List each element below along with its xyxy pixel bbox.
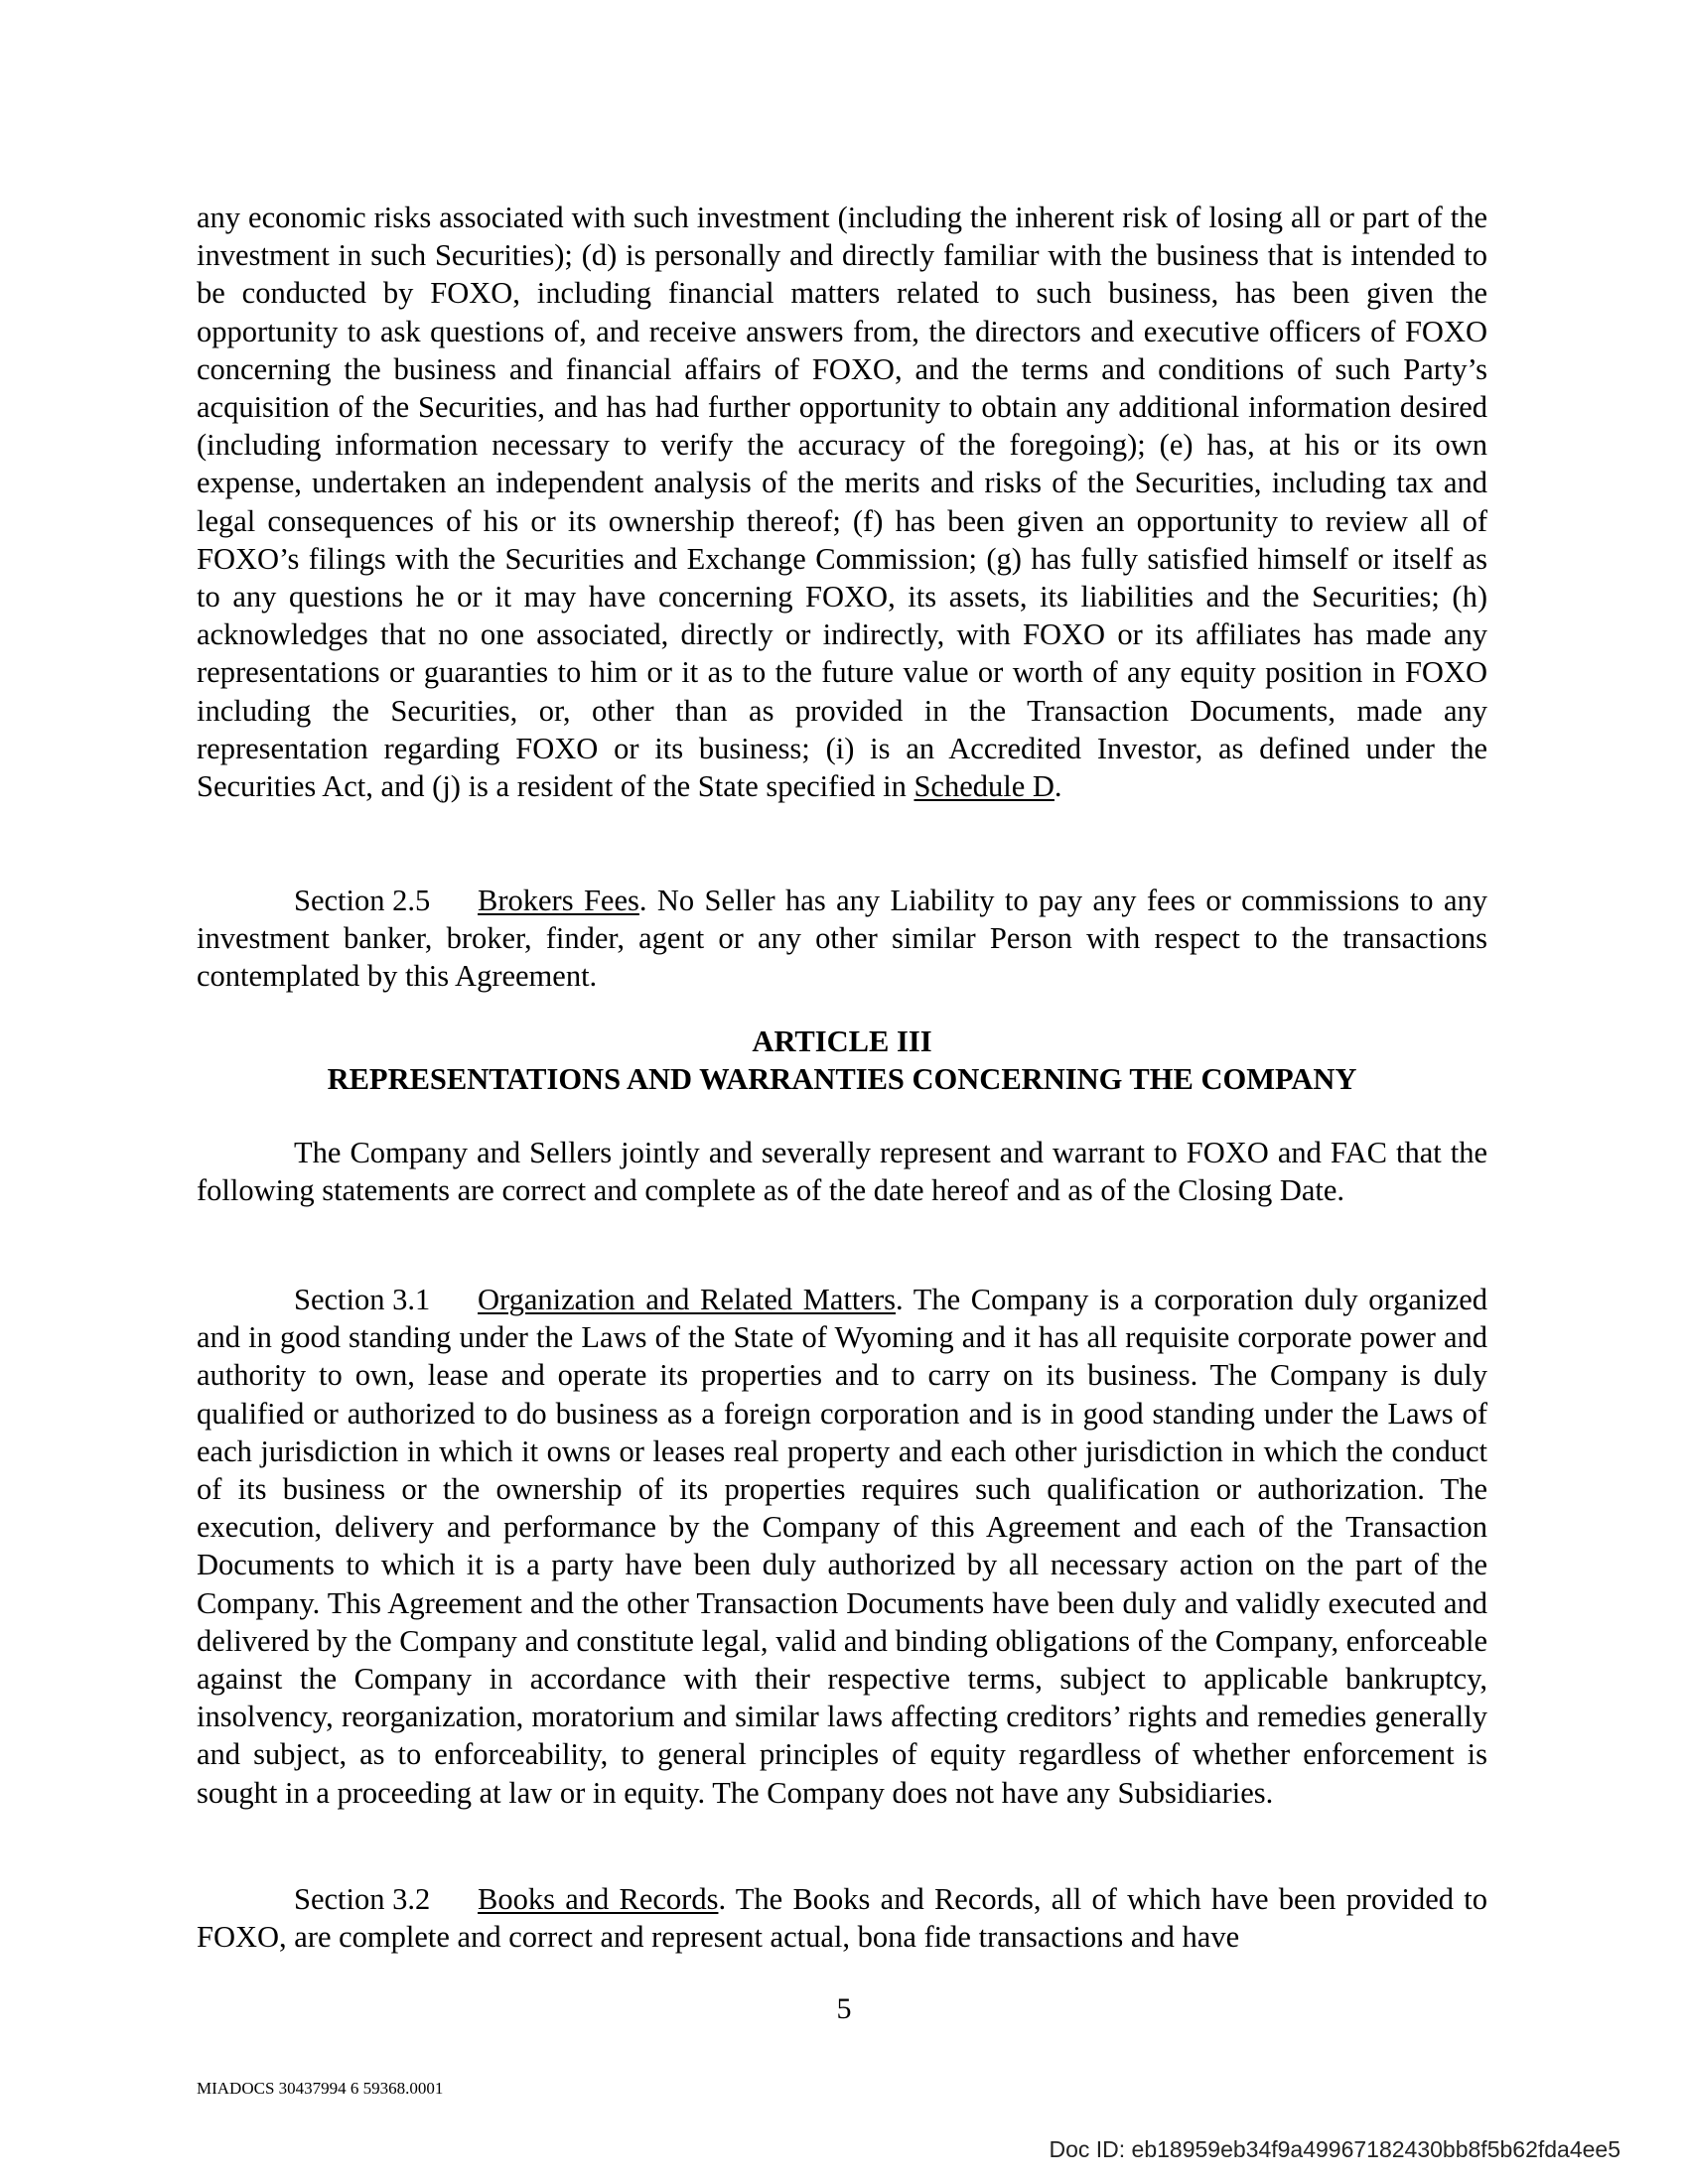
doc-id: Doc ID: eb18959eb34f9a49967182430bb8f5b62fda4ee5 — [1049, 2136, 1620, 2162]
page-number: 5 — [836, 1992, 852, 2025]
section-title: Brokers Fees — [478, 884, 639, 917]
body-text-block-1 — [197, 199, 1487, 805]
paragraph-text: any economic risks associated with such investment (including the inherent risk of losing all or part of the investment in such Securities); (d) is personally and directly familiar with the business that is intended to be conducted by FOXO, including financial matters related to such business, has been given the opportunity to ask questions of, and receive answers from, the directors and executive officers of FOXO concerning the business and financial affairs of FOXO, and the terms and conditions of such Party’s acquisition of the Securities, and has had further opportunity to obtain any additional information desired (including information necessary to verify the accuracy of the foregoing); (e) has, at his or its own expense, undertaken an independent analysis of the merits and risks of the Securities, including tax and legal consequences of his or its ownership thereof; (f) has been given an opportunity to review all of FOXO’s filings with the Securities and Exchange Commission; (g) has fully satisfied himself or itself as to any questions he or it may have concerning FOXO, its assets, its liabilities and the Securities; (h) acknowledges that no one associated, directly or indirectly, with FOXO or its affiliates has made any representations or guaranties to him or it as to the future value or worth of any equity position in FOXO including the Securities, or, other than as provided in the Transaction Documents, made any representation regarding FOXO or its business; (i) is an Accredited Investor, as defined under the Securities Act, and (j) is a resident of the State specified in — [197, 201, 1487, 804]
section-text: . No Seller has any Liability to pay any fees or commissions to any investment banker, broker, finder, agent or any other similar Person with respect to the transactions contemplated by this Agreement. — [197, 884, 1487, 994]
schedule-d-reference: Schedule D — [914, 769, 1055, 804]
section-number: Section 2.5 — [294, 884, 431, 917]
article-number: ARTICLE III — [752, 1024, 932, 1058]
body-text-block-5 — [197, 1880, 1487, 1956]
article-title: REPRESENTATIONS AND WARRANTIES CONCERNING THE COMPANY — [327, 1062, 1357, 1097]
footer-document-code: MIADOCS 30437994 6 59368.0001 — [197, 2079, 444, 2098]
article-heading — [197, 1023, 1487, 1098]
paragraph-end: . — [1054, 769, 1062, 804]
body-text-block-3 — [197, 1134, 1487, 1209]
section-3-1 — [197, 1281, 1487, 1812]
section-number: Section 3.2 — [294, 1882, 431, 1916]
section-title: Organization and Related Matters — [478, 1283, 896, 1316]
article-intro: The Company and Sellers jointly and severally represent and warrant to FOXO and FAC that the following statements are correct and complete as of the date hereof and as of the Closing Date. — [197, 1136, 1487, 1208]
section-text: . The Company is a corporation duly organized and in good standing under the Laws of the State of Wyoming and it has all requisite corporate power and authority to own, lease and operate its properties and to carry on its business. The Company is duly qualified or authorized to do business as a foreign corporation and is in good standing under the Laws of each jurisdiction in which it owns or leases real property and each other jurisdiction in which the conduct of its business or the ownership of its properties requires such qualification or authorization. The execution, delivery and performance by the Company of this Agreement and each of the Transaction Documents to which it is a party have been duly authorized by all necessary action on the part of the Company. This Agreement and the other Transaction Documents have been duly and validly executed and delivered by the Company and constitute legal, valid and binding obligations of the Company, enforceable against the Company in accordance with their respective terms, subject to applicable bankruptcy, insolvency, reorganization, moratorium and similar laws affecting creditors’ rights and remedies generally and subject, as to enforceability, to general principles of equity regardless of whether enforcement is sought in a proceeding at law or in equity. The Company does not have any Subsidiaries. — [197, 1283, 1488, 1810]
section-title: Books and Records — [478, 1882, 719, 1916]
section-number: Section 3.1 — [294, 1283, 431, 1316]
body-text-block-2 — [197, 882, 1487, 996]
section-text: . The Books and Records, all of which have been provided to FOXO, are complete and correct and represent actual, bona fide transactions and have — [197, 1882, 1487, 1955]
section-3-2 — [197, 1880, 1487, 1956]
section-2-5 — [197, 882, 1487, 996]
paragraph-continuation — [197, 199, 1487, 805]
body-text-block-4 — [197, 1281, 1487, 1812]
